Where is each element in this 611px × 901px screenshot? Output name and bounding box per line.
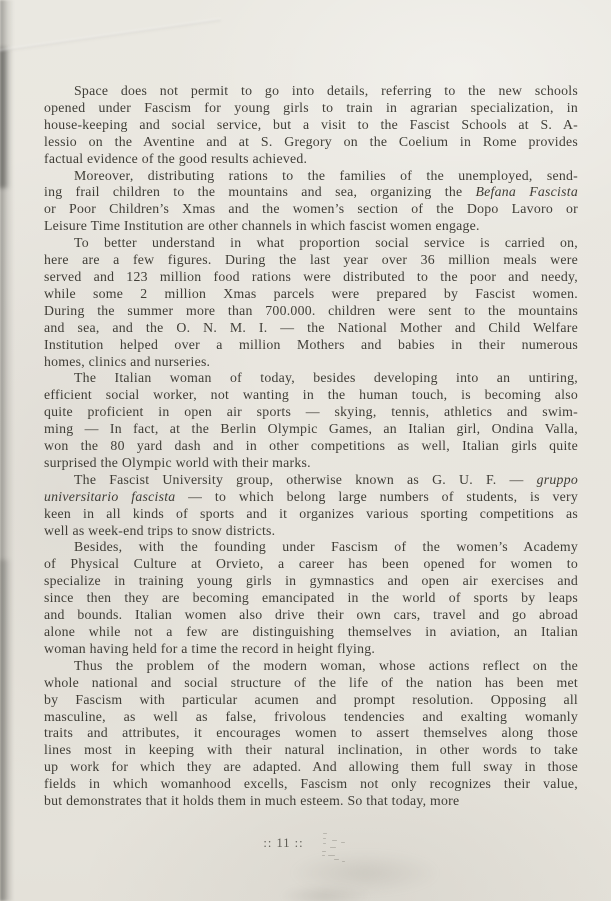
- text-segment: surprised the Olympic world with their marks.: [44, 454, 311, 470]
- text-line: [44, 269, 578, 286]
- text-segment: here are a few figures. During the last year over 36 million meals were: [44, 252, 578, 268]
- text-line: [44, 506, 578, 523]
- text-segment: won the 80 yard dash and in other competitions as well, Italian girls quite: [44, 438, 578, 454]
- paper-smudge: [280, 884, 370, 901]
- text-segment: ming — In fact, at the Berlin Olympic Games, an Italian girl, Ondina Valla,: [44, 421, 578, 437]
- text-segment: — to which belong large numbers of students, is very: [175, 488, 578, 504]
- text-line: [44, 573, 578, 590]
- text-line: [44, 404, 578, 421]
- text-line: [44, 201, 578, 218]
- text-line: [44, 83, 578, 100]
- text-segment: while some 2 million Xmas parcels were prepared by Fascist women.: [44, 285, 578, 301]
- text-line: [44, 675, 578, 692]
- text-segment: served and 123 million food rations were distributed to the poor and needy,: [44, 268, 578, 284]
- text-segment: whole national and social structure of the life of the nation has been met: [44, 674, 578, 690]
- text-segment: fields in which womanhood excells, Fascism not only recognizes their value,: [44, 776, 578, 792]
- text-line: [44, 252, 578, 269]
- text-segment: ing frail children to the mountains and sea, organizing the: [44, 184, 476, 200]
- text-line: [44, 725, 578, 742]
- text-segment: well as week-end trips to snow districts.: [44, 522, 276, 538]
- text-line: [44, 455, 578, 472]
- text-segment: and sea, and the O. N. M. I. — the National Mother and Child Welfare: [44, 319, 578, 335]
- text-line: [44, 168, 578, 185]
- text-line: [44, 607, 578, 624]
- text-line: [44, 421, 578, 438]
- text-line: [44, 539, 578, 556]
- text-line: [44, 658, 578, 675]
- text-segment: opened under Fascism for young girls to train in agrarian specialization, in: [44, 99, 578, 115]
- italic-text-segment: universitario fascista: [44, 488, 176, 504]
- text-line: [44, 709, 578, 726]
- text-line: [44, 303, 578, 320]
- text-line: [44, 438, 578, 455]
- text-line: [44, 134, 578, 151]
- text-segment: since then they are becoming emancipated in the world of sports by leaps: [44, 590, 578, 606]
- text-segment: lessio on the Aventine and at S. Gregory on the Coelium in Rome provides: [44, 133, 578, 149]
- italic-text-segment: gruppo: [536, 471, 578, 487]
- text-segment: Thus the problem of the modern woman, whose actions reflect on the: [74, 657, 578, 673]
- text-line: [44, 624, 578, 641]
- text-line: [44, 218, 578, 235]
- text-line: [44, 742, 578, 759]
- page-number: :: 11 ::: [263, 836, 304, 850]
- text-line: [44, 759, 578, 776]
- text-segment: of Physical Culture at Orvieto, a career has been opened for women to: [44, 556, 578, 572]
- text-line: [44, 472, 578, 489]
- text-segment: The Italian woman of today, besides developing into an untiring,: [74, 370, 578, 386]
- text-line: [44, 151, 578, 168]
- paper-crease: [0, 18, 221, 53]
- text-line: [44, 337, 578, 354]
- text-line: [44, 320, 578, 337]
- text-segment: keen in all kinds of sports and it organizes various sporting competitions as: [44, 505, 578, 521]
- text-segment: homes, clinics and nurseries.: [44, 353, 211, 369]
- text-segment: up work for which they are adapted. And allowing them full sway in those: [44, 759, 578, 775]
- text-segment: woman having held for a time the record in height flying.: [44, 640, 376, 656]
- text-segment: masculine, as well as false, frivolous tendencies and exalting womanly: [44, 708, 578, 724]
- text-line: [44, 590, 578, 607]
- text-line: [44, 556, 578, 573]
- page-text: [44, 83, 578, 810]
- text-segment: Leisure Time Institution are other channels in which fascist women engage.: [44, 218, 480, 234]
- text-line: [44, 523, 578, 540]
- text-line: [44, 387, 578, 404]
- text-line: [44, 370, 578, 387]
- text-segment: Moreover, distributing rations to the families of the unemployed, send-: [74, 167, 578, 183]
- text-segment: but demonstrates that it holds them in much esteem. So that today, more: [44, 793, 460, 809]
- text-line: [44, 692, 578, 709]
- text-line: [44, 489, 578, 506]
- text-segment: The Fascist University group, otherwise known as G. U. F. —: [74, 471, 537, 487]
- text-segment: and bounds. Italian women also drive their own cars, travel and go abroad: [44, 607, 578, 623]
- text-line: [44, 641, 578, 658]
- text-segment: During the summer more than 700.000. children were sent to the mountains: [44, 302, 578, 318]
- text-segment: lines most in keeping with their natural inclination, in other words to take: [44, 742, 578, 758]
- text-line: [44, 286, 578, 303]
- text-line: [44, 793, 578, 810]
- text-segment: To better understand in what proportion social service is carried on,: [74, 235, 578, 251]
- text-segment: traits and attributes, it encourages women to assert themselves along those: [44, 725, 578, 741]
- text-segment: or Poor Children’s Xmas and the women’s section of the Dopo Lavoro or: [44, 201, 578, 217]
- text-segment: factual evidence of the good results achieved.: [44, 150, 308, 166]
- text-line: [44, 117, 578, 134]
- text-segment: house-keeping and social service, but a visit to the Fascist Schools at S. A-: [44, 116, 578, 132]
- text-line: [44, 100, 578, 117]
- text-line: [44, 776, 578, 793]
- pencil-mark: [322, 851, 326, 852]
- text-segment: by Fascism with particular acumen and prompt resolution. Opposing all: [44, 691, 578, 707]
- italic-text-segment: Befana Fascista: [475, 184, 578, 200]
- text-segment: Space does not permit to go into details, referring to the new schools: [74, 83, 578, 98]
- text-segment: efficient social worker, not wanting in the human touch, is becoming also: [44, 387, 578, 403]
- text-line: [44, 184, 578, 201]
- text-segment: Besides, with the founding under Fascism of the women’s Academy: [74, 539, 578, 555]
- text-segment: Institution helped over a million Mothers and babies in their numerous: [44, 336, 578, 352]
- text-segment: alone while not a few are distinguishing themselves in aviation, an Italian: [44, 624, 578, 639]
- text-segment: quite proficient in open air sports — skying, tennis, athletics and swim-: [44, 404, 578, 420]
- text-line: [44, 354, 578, 371]
- text-line: [44, 235, 578, 252]
- page-footer: [0, 834, 611, 852]
- text-segment: specialize in training young girls in gymnastics and open air exercises and: [44, 573, 578, 589]
- page-edge-shadow-top: [0, 48, 10, 188]
